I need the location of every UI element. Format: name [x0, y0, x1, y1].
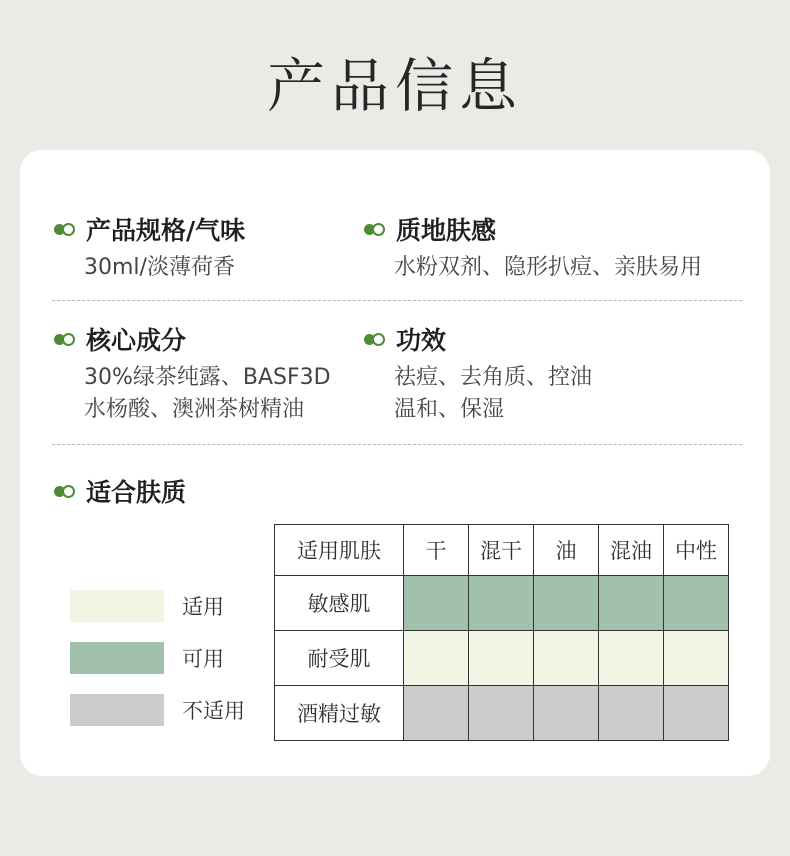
level-cell: [664, 576, 729, 631]
table-header-cell: 适用肌肤: [275, 525, 404, 576]
level-cell: [599, 631, 664, 686]
bullet-icon: [364, 332, 386, 346]
section-title: 核心成分: [86, 326, 187, 355]
table-header-cell: 混油: [599, 525, 664, 576]
legend-label: 不适用: [182, 699, 245, 723]
section-text: 30ml/淡薄荷香: [84, 255, 235, 280]
level-cell: [664, 686, 729, 741]
level-cell: [404, 631, 469, 686]
section-spec-scent: [54, 212, 245, 284]
legend: [70, 590, 245, 746]
section-text: 水杨酸、澳洲茶树精油: [84, 397, 305, 422]
table-header-cell: 混干: [469, 525, 534, 576]
section-title: 质地肤感: [396, 216, 497, 245]
legend-swatch: [70, 642, 164, 674]
section-efficacy: [364, 322, 592, 426]
level-cell: [534, 686, 599, 741]
table-header-cell: 油: [534, 525, 599, 576]
row-label: 酒精过敏: [275, 686, 404, 741]
level-cell: [534, 631, 599, 686]
legend-label: 适用: [182, 595, 224, 619]
table-row: [275, 686, 729, 741]
legend-swatch: [70, 590, 164, 622]
table-row: [275, 576, 729, 631]
page-title: 产品信息: [266, 52, 523, 120]
level-cell: [534, 576, 599, 631]
level-cell: [599, 686, 664, 741]
bullet-icon: [54, 222, 76, 236]
section-text: 祛痘、去角质、控油: [394, 365, 593, 390]
level-cell: [599, 576, 664, 631]
bullet-icon: [54, 332, 76, 346]
section-suitable-skin: [54, 474, 186, 508]
section-text: 30%绿茶纯露、BASF3D: [84, 365, 331, 390]
row-label: 耐受肌: [275, 631, 404, 686]
level-cell: [664, 631, 729, 686]
bullet-icon: [54, 484, 76, 498]
bullet-icon: [364, 222, 386, 236]
divider: [52, 300, 742, 301]
product-info-card: [20, 150, 770, 776]
table-header-row: [275, 525, 729, 576]
legend-label: 可用: [182, 647, 224, 671]
skin-type-table: [274, 524, 729, 741]
legend-item: [70, 694, 245, 726]
section-text: 温和、保湿: [394, 397, 505, 422]
level-cell: [404, 686, 469, 741]
level-cell: [469, 631, 534, 686]
table-header-cell: 干: [404, 525, 469, 576]
row-label: 敏感肌: [275, 576, 404, 631]
section-ingredients: [54, 322, 331, 426]
legend-item: [70, 642, 245, 674]
section-title: 功效: [396, 326, 447, 355]
table-row: [275, 631, 729, 686]
section-text: 水粉双剂、隐形扒痘、亲肤易用: [394, 255, 703, 280]
legend-item: [70, 590, 245, 622]
level-cell: [469, 576, 534, 631]
divider: [52, 444, 742, 445]
section-title: 适合肤质: [86, 478, 187, 507]
section-texture: [364, 212, 702, 284]
legend-swatch: [70, 694, 164, 726]
level-cell: [469, 686, 534, 741]
table-header-cell: 中性: [664, 525, 729, 576]
level-cell: [404, 576, 469, 631]
section-title: 产品规格/气味: [86, 216, 246, 245]
